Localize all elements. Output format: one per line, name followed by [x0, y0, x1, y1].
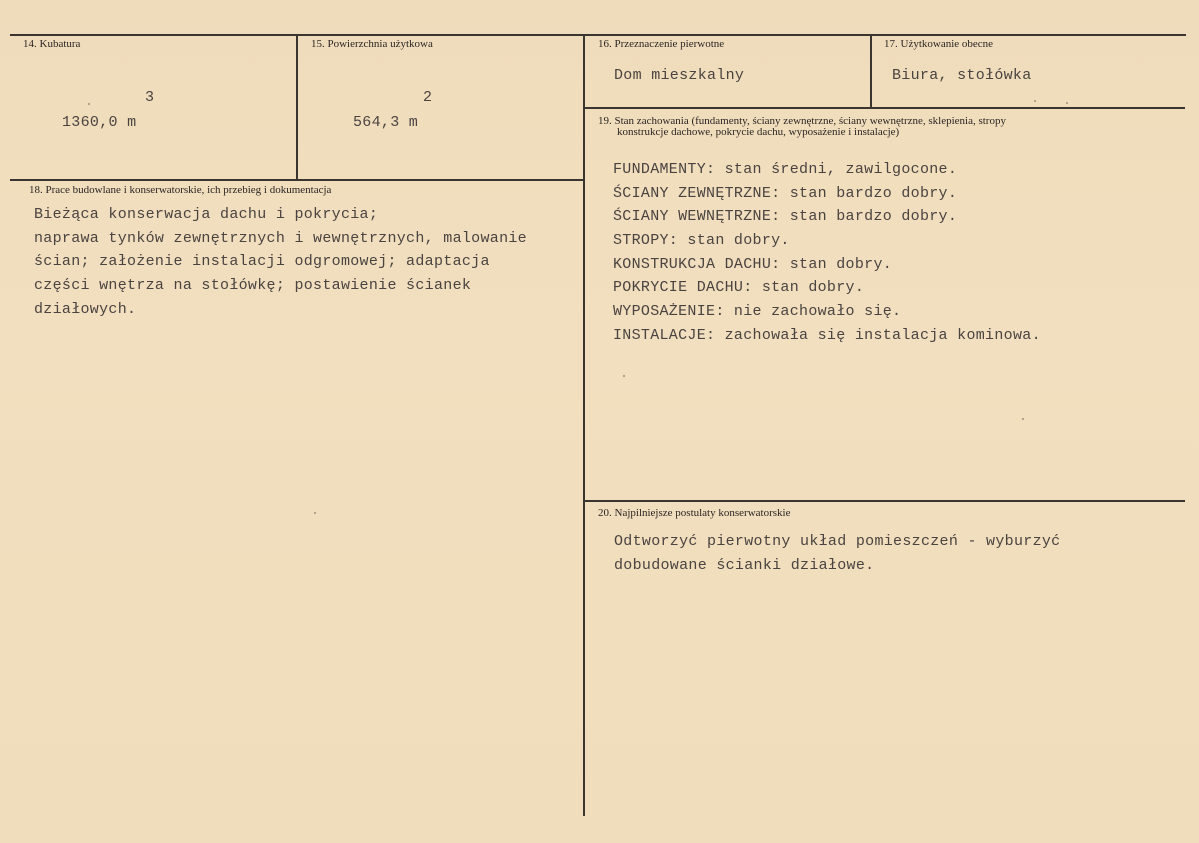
- powierzchnia-superscript: 2: [423, 89, 433, 106]
- postulaty-label: 20. Najpilniejsze postulaty konserwatorskie: [598, 507, 791, 519]
- stan-line: FUNDAMENTY: stan średni, zawilgocone.: [613, 161, 958, 178]
- stan-line: INSTALACJE: zachowała się instalacja kominowa.: [613, 326, 1041, 344]
- postulaty-text: [614, 530, 1060, 577]
- row-divider-left: [10, 179, 585, 181]
- center-divider: [583, 34, 585, 816]
- stan-label-line1: 19. Stan zachowania (fundamenty, ściany zewnętrzne, ściany wewnętrzne, sklepienia, stropy: [598, 115, 1006, 127]
- stan-line: ŚCIANY WEWNĘTRZNE: stan bardzo dobry.: [613, 208, 958, 226]
- paper-speck: [314, 512, 316, 514]
- row-divider-right-top: [585, 107, 1185, 109]
- kubatura-label: 14. Kubatura: [23, 38, 81, 50]
- prace-text: [34, 203, 527, 321]
- kubatura-superscript: 3: [145, 89, 155, 106]
- powierzchnia-value: 564,3 m: [353, 114, 419, 131]
- prace-line: naprawa tynków zewnętrznych i wewnętrznych, malowanie: [34, 229, 527, 247]
- przeznaczenie-value: Dom mieszkalny: [614, 67, 745, 84]
- top-border: [10, 34, 1186, 36]
- stan-text: [613, 158, 1041, 348]
- kubatura-value: 1360,0 m: [62, 114, 137, 131]
- paper-speck: [1034, 100, 1036, 102]
- paper-speck: [623, 375, 625, 377]
- prace-label: 18. Prace budowlane i konserwatorskie, ich przebieg i dokumentacja: [29, 184, 332, 196]
- paper-speck: [1022, 418, 1024, 420]
- paper-speck: [1066, 102, 1068, 104]
- uzytkowanie-value: Biura, stołówka: [892, 67, 1032, 84]
- stan-line: STROPY: stan dobry.: [613, 232, 790, 250]
- divider-14-15: [296, 34, 298, 179]
- row-divider-right-mid: [585, 500, 1185, 502]
- prace-line: działowych.: [34, 300, 137, 318]
- divider-16-17: [870, 34, 872, 107]
- stan-line: WYPOSAŻENIE: nie zachowało się.: [613, 303, 902, 321]
- powierzchnia-label: 15. Powierzchnia użytkowa: [311, 38, 433, 50]
- prace-line: Bieżąca konserwacja dachu i pokrycia;: [34, 206, 379, 223]
- postulaty-line: Odtworzyć pierwotny układ pomieszczeń - wyburzyć: [614, 533, 1061, 550]
- postulaty-line: dobudowane ścianki działowe.: [614, 556, 875, 574]
- przeznaczenie-label: 16. Przeznaczenie pierwotne: [598, 38, 725, 50]
- prace-line: ścian; założenie instalacji odgromowej; adaptacja: [34, 253, 490, 271]
- prace-line: części wnętrza na stołówkę; postawienie ścianek: [34, 277, 472, 295]
- stan-line: KONSTRUKCJA DACHU: stan dobry.: [613, 255, 893, 273]
- paper-speck: [88, 103, 90, 105]
- stan-label-line2: konstrukcje dachowe, pokrycie dachu, wyposażenie i instalacje): [617, 126, 900, 138]
- stan-line: POKRYCIE DACHU: stan dobry.: [613, 279, 865, 297]
- uzytkowanie-label: 17. Użytkowanie obecne: [884, 38, 994, 50]
- stan-line: ŚCIANY ZEWNĘTRZNE: stan bardzo dobry.: [613, 184, 958, 202]
